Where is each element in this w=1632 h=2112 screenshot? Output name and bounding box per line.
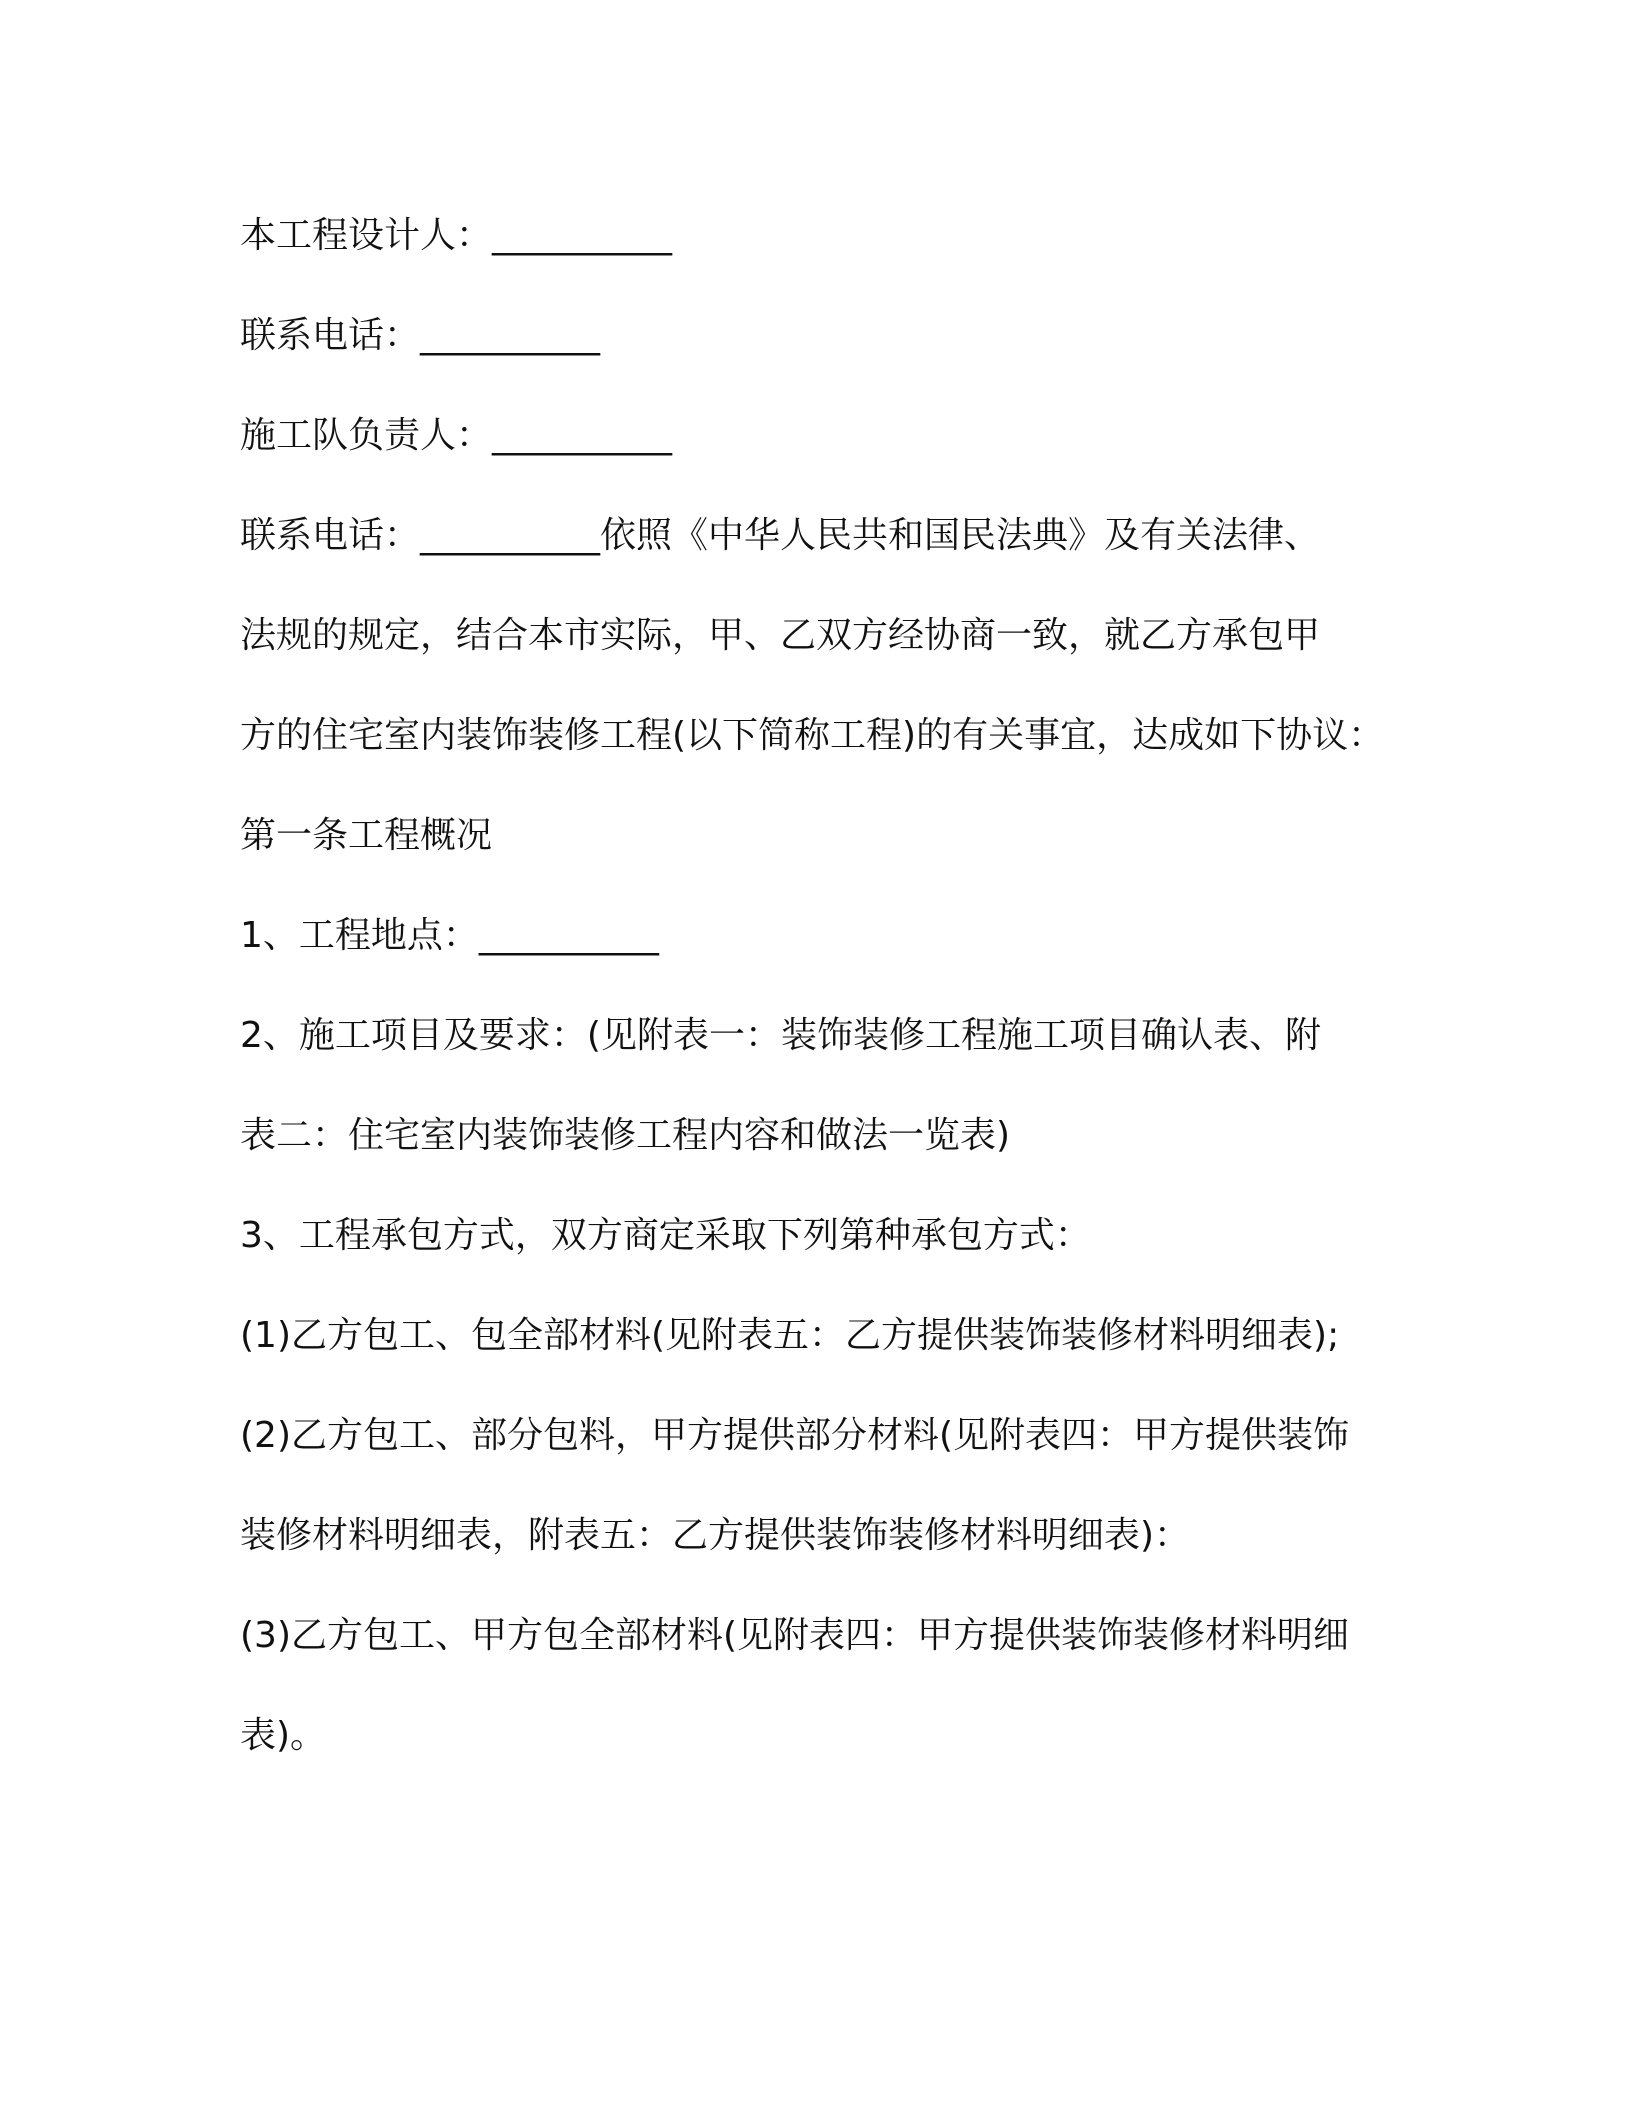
sub-list-item: (2)乙方包工、部分包料，甲方提供部分材料(见附表四：甲方提供装饰	[240, 1415, 1350, 1456]
list-item: 2、施工项目及要求：(见附表一：装饰装修工程施工项目确认表、附	[240, 1015, 1321, 1056]
sub-list-item: (1)乙方包工、包全部材料(见附表五：乙方提供装饰装修材料明细表);	[240, 1315, 1340, 1356]
section-heading: 第一条工程概况	[240, 815, 493, 856]
sub-list-item-continuation: 装修材料明细表，附表五：乙方提供装饰装修材料明细表)：	[240, 1515, 1191, 1556]
list-item: 3、工程承包方式，双方商定采取下列第种承包方式：	[240, 1215, 1091, 1256]
list-item: 1、工程地点：__________	[240, 915, 659, 956]
construction-leader-line: 施工队负责人：__________	[240, 415, 673, 456]
sub-list-item: (3)乙方包工、甲方包全部材料(见附表四：甲方提供装饰装修材料明细	[240, 1615, 1350, 1656]
leader-phone-line: 联系电话：__________依照《中华人民共和国民法典》及有关法律、	[240, 515, 1321, 556]
designer-line: 本工程设计人：__________	[240, 215, 673, 256]
sub-list-item-continuation: 表)。	[240, 1715, 327, 1756]
paragraph-line: 法规的规定，结合本市实际，甲、乙双方经协商一致，就乙方承包甲	[240, 615, 1321, 656]
list-item-continuation: 表二：住宅室内装饰装修工程内容和做法一览表)	[240, 1115, 1011, 1156]
designer-phone-line: 联系电话：__________	[240, 315, 601, 356]
document-body	[240, 186, 1400, 1786]
paragraph-line: 方的住宅室内装饰装修工程(以下简称工程)的有关事宜，达成如下协议：	[240, 715, 1385, 756]
